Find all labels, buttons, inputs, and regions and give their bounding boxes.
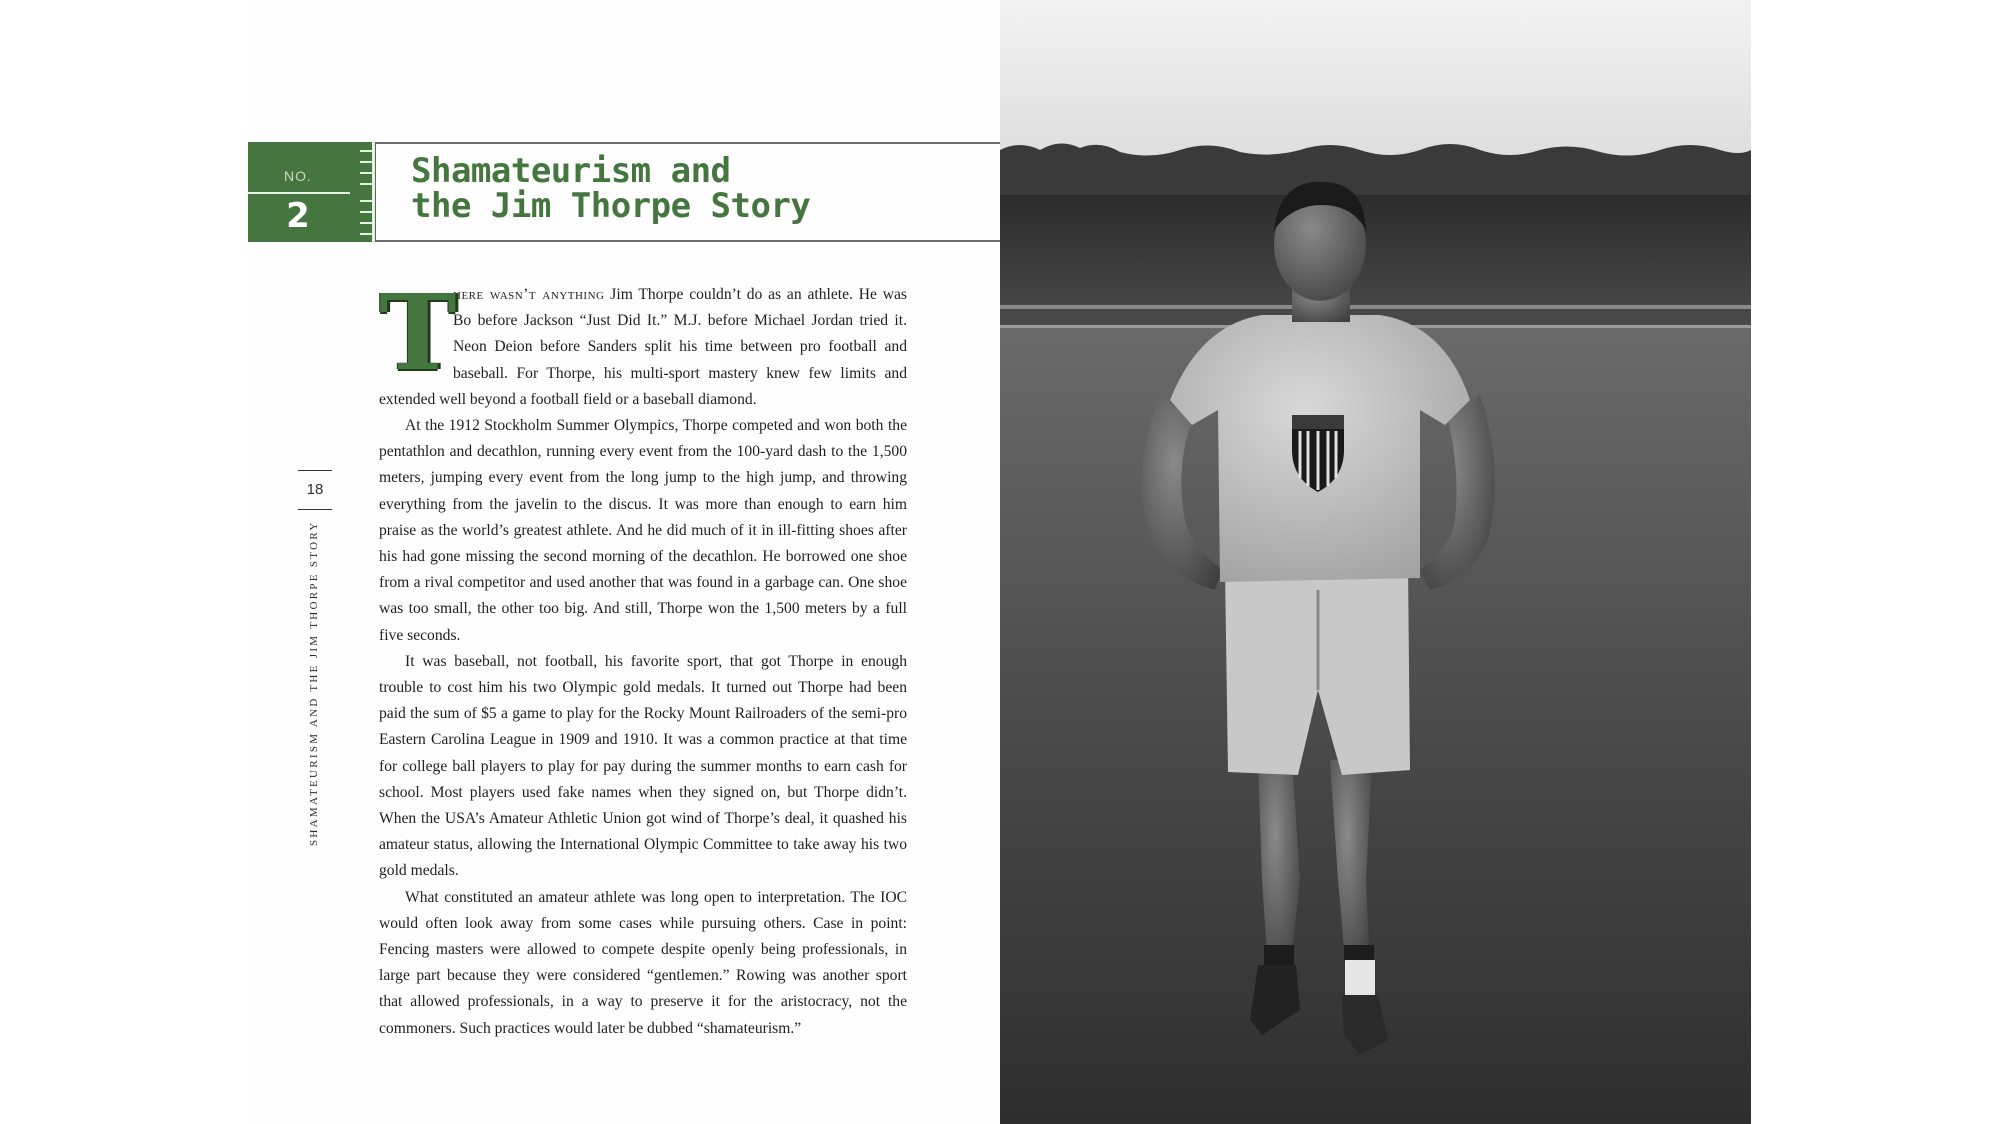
chapter-title	[411, 151, 811, 226]
paragraph-2: At the 1912 Stockholm Summer Olympics, Thorpe competed and won both the pentathlon and decathlon, running every event from the 100-yard dash to the 1,500 meters, jumping every event from the long jump to the high jump, and throwing everything from the javelin to the discus. It was more than enough to earn him praise as the world’s greatest athlete. And he did much of it in ill-fitting shoes after his had gone missing the second morning of the decathlon. He borrowed one shoe from a rival competitor and used another that was found in a garbage can. One shoe was too small, the other too big. And still, Thorpe won the 1,500 meters by a full five seconds.	[379, 417, 907, 644]
athlete-photo	[1000, 0, 1751, 1124]
header-rule-top	[376, 142, 1000, 144]
badge-divider	[248, 192, 350, 194]
chapter-title-line-2: the Jim Thorpe Story	[411, 186, 811, 226]
chapter-header	[248, 142, 1000, 242]
chapter-number-badge	[248, 142, 376, 242]
yard-line-graphic	[350, 142, 376, 242]
chapter-no-label: NO.	[284, 168, 312, 184]
paragraph-4: What constituted an amateur athlete was long open to interpretation. The IOC would often look away from some cases while pursuing others. Case in point: Fencing masters were allowed to compete despite openly being professionals, in large part because they were considered “gentlemen.” Rowing was another sport that allowed professionals, in a way to preserve it for the aristocracy, not the commoners. Such practices would later be dubbed “shamateurism.”	[379, 888, 907, 1037]
paragraph-1	[379, 271, 907, 413]
article-body	[379, 271, 907, 1042]
paragraph-3: It was baseball, not football, his favorite sport, that got Thorpe in enough trouble to cost him his two Olympic gold medals. It turned out Thorpe had been paid the sum of $5 a game to play for the Rocky Mount Railroaders of the semi-pro Eastern Carolina League in 1909 and 1910. It was a common practice at that time for college ball players to play for pay during the summer months to earn cash for school. Most players used fake names when they signed on, but Thorpe didn’t. When the USA’s Amateur Athletic Union got wind of Thorpe’s deal, it quashed his amateur status, allowing the International Olympic Committee to take away his two gold medals.	[379, 652, 907, 880]
photo-page	[1000, 0, 1751, 1124]
lead-in-smallcaps: here wasn’t anything	[453, 286, 605, 303]
page-number-text: 18	[306, 481, 324, 498]
page-number	[298, 470, 332, 510]
chapter-title-line-1: Shamateurism and	[411, 151, 731, 191]
paragraph-1-text: Jim Thorpe couldn’t do as an athlete. He was Bo before Jackson “Just Did It.” M.J. before Michael Jordan tried it. Neon Deion before Sanders split his time between pro football and baseball. For Thorpe, his multi-sport mastery knew few limits and extended well beyond a football field or a baseball diamond.	[379, 286, 907, 408]
chapter-number: 2	[286, 196, 310, 236]
header-rule-bottom	[376, 240, 1000, 242]
running-head: SHAMATEURISM AND THE JIM THORPE STORY	[308, 520, 320, 846]
drop-cap: T	[379, 271, 457, 394]
